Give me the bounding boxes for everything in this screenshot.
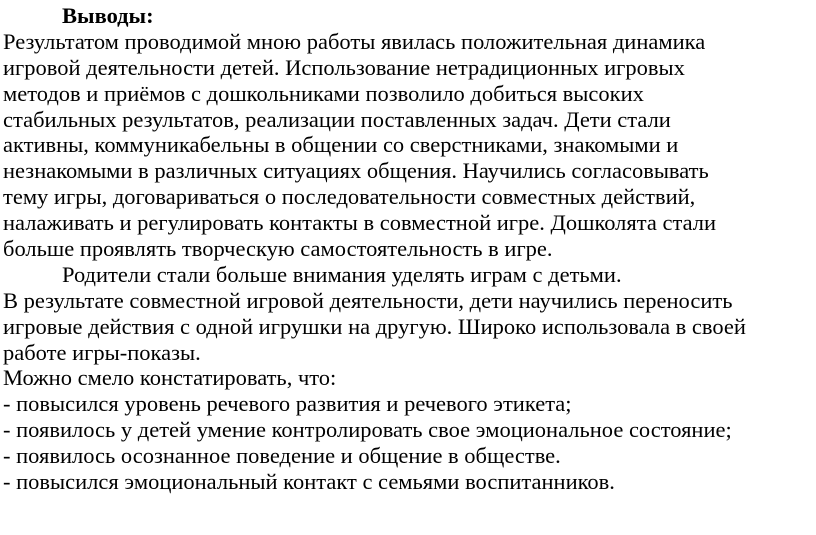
text-line-7: тему игры, договариваться о последовательности совместных действий, <box>3 184 696 210</box>
text-line-14: Можно смело констатировать, что: <box>3 365 337 391</box>
list-item-behavior: - появилось осознанное поведение и общение в обществе. <box>3 443 561 469</box>
list-item-emotions: - появилось у детей умение контролировать свое эмоциональное состояние; <box>3 417 732 443</box>
text-line-4: стабильных результатов, реализации поставленных задач. Дети стали <box>3 106 671 132</box>
text-line-parents: Родители стали больше внимания уделять играм с детьми. <box>62 261 622 287</box>
text-line-5: активны, коммуникабельны в общении со сверстниками, знакомыми и <box>3 132 679 158</box>
list-item-families: - повысился эмоциональный контакт с семьями воспитанников. <box>3 469 615 495</box>
text-line-12: игровые действия с одной игрушки на другую. Широко использовала в своей <box>3 313 746 339</box>
list-item-speech: - повысился уровень речевого развития и речевого этикета; <box>3 391 572 417</box>
text-line-13: работе игры-показы. <box>3 339 201 365</box>
text-line-6: незнакомыми в различных ситуациях общения. Научились согласовывать <box>3 158 709 184</box>
text-line-8: налаживать и регулировать контакты в совместной игре. Дошколята стали <box>3 210 717 236</box>
text-line-3: методов и приёмов с дошкольниками позволило добиться высоких <box>3 80 644 106</box>
text-line-1: Результатом проводимой мною работы явилась положительная динамика <box>3 28 706 54</box>
text-line-2: игровой деятельности детей. Использование нетрадиционных игровых <box>3 54 685 80</box>
document-page <box>3 3 815 495</box>
heading-conclusions: Выводы: <box>62 3 154 28</box>
text-line-9: больше проявлять творческую самостоятельность в игре. <box>3 236 553 262</box>
text-line-11: В результате совместной игровой деятельности, дети научились переносить <box>3 287 733 313</box>
